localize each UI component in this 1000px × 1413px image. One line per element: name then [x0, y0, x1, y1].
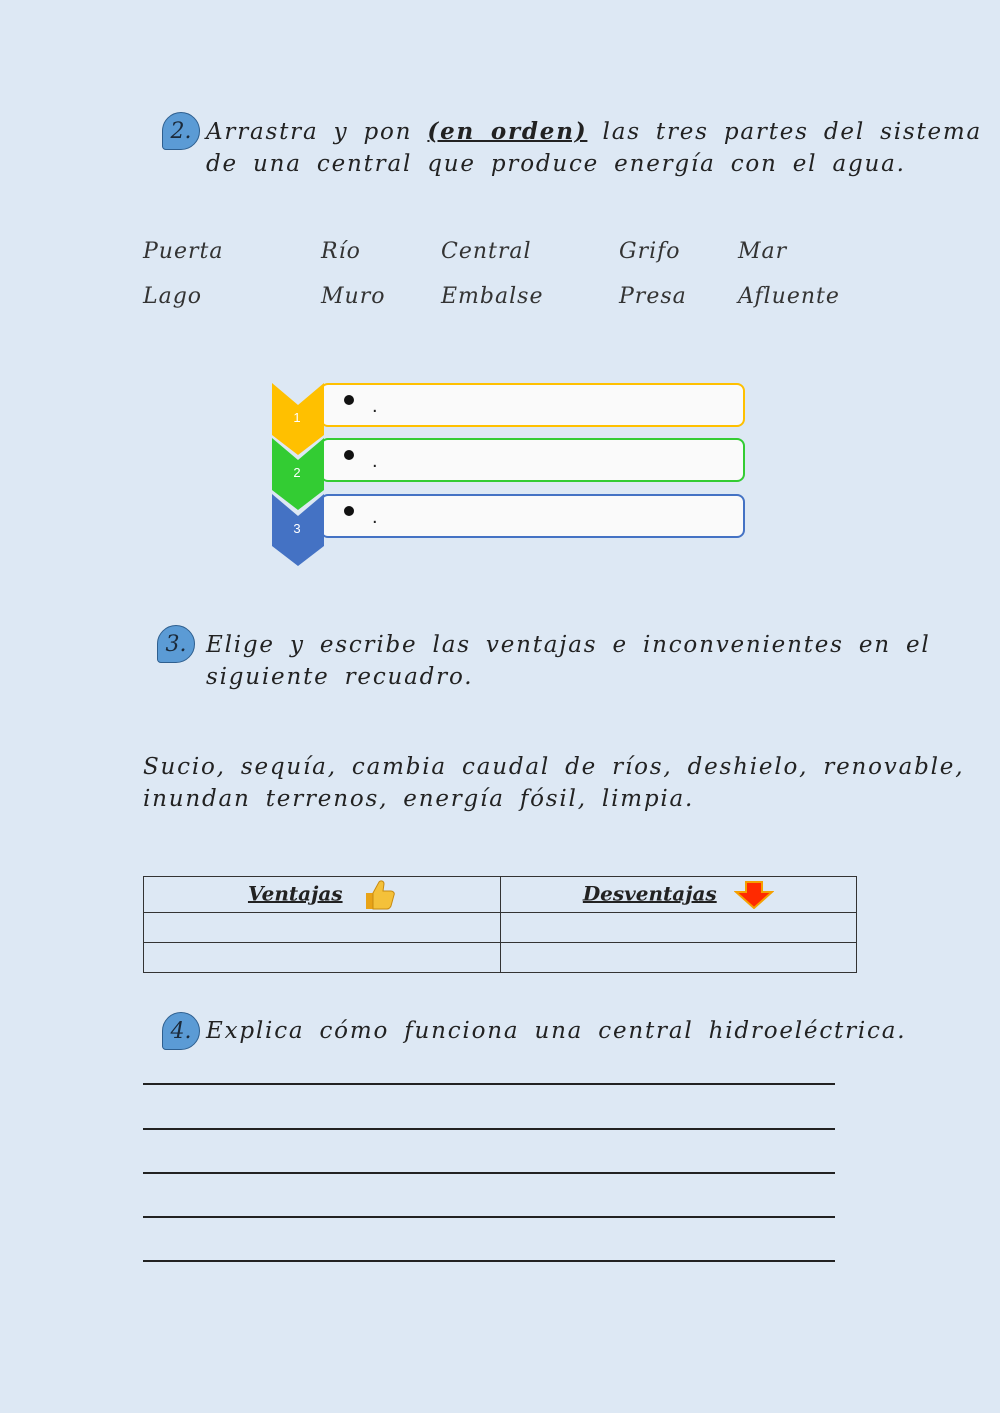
header-desventajas [500, 877, 857, 913]
question-2-badge [162, 112, 200, 150]
answer-line-4[interactable] [143, 1216, 835, 1218]
ventajas-cell-1[interactable] [144, 913, 501, 943]
word-bank-item[interactable]: Afluente [738, 284, 840, 309]
question-2-line-2: de una central que produce energía con el agua. [206, 151, 906, 177]
question-2-line-1 [206, 116, 982, 148]
down-arrow-icon [734, 881, 774, 909]
question-2-number: 2. [170, 118, 192, 144]
bullet-icon [344, 395, 354, 405]
drop-zone-2-text: . [372, 450, 378, 472]
drop-zone-2[interactable] [320, 438, 745, 482]
step-2-number: 2 [293, 465, 301, 480]
table-header-row [144, 877, 857, 913]
answer-line-2[interactable] [143, 1128, 835, 1130]
word-bank-item[interactable]: Lago [143, 284, 203, 309]
word-bank-item[interactable]: Central [441, 239, 532, 264]
question-2-emphasis: (en orden) [427, 118, 588, 145]
question-4-badge [162, 1012, 200, 1050]
header-ventajas [144, 877, 501, 913]
question-4-number: 4. [170, 1018, 192, 1044]
word-bank-item[interactable]: Mar [738, 239, 788, 264]
question-3-line-2: siguiente recuadro. [206, 664, 474, 690]
answer-line-1[interactable] [143, 1083, 835, 1085]
desventajas-cell-2[interactable] [500, 943, 857, 973]
drop-zone-1[interactable] [320, 383, 745, 427]
answer-line-3[interactable] [143, 1172, 835, 1174]
drop-zone-3-text: . [372, 506, 378, 528]
bullet-icon [344, 506, 354, 516]
step-row-1 [272, 383, 747, 431]
word-bank-item[interactable]: Grifo [619, 239, 681, 264]
table-row [144, 913, 857, 943]
header-desventajas-label: Desventajas [582, 881, 717, 905]
question-2-line-1-post: las tres partes del sistema [602, 119, 983, 145]
word-bank-item[interactable]: Muro [321, 284, 386, 309]
bullet-icon [344, 450, 354, 460]
header-ventajas-label: Ventajas [247, 881, 343, 905]
options-line-1: Sucio, sequía, cambia caudal de ríos, deshielo, renovable, [143, 754, 965, 780]
options-line-2: inundan terrenos, energía fósil, limpia. [143, 786, 695, 812]
ventajas-cell-2[interactable] [144, 943, 501, 973]
drop-zone-3[interactable] [320, 494, 745, 538]
step-3-number: 3 [293, 521, 301, 536]
question-2-line-1-pre: Arrastra y pon [206, 119, 413, 145]
question-3-badge [157, 625, 195, 663]
question-3-line-1: Elige y escribe las ventajas e inconvenientes en el [206, 632, 931, 658]
options-text [143, 751, 964, 815]
advantages-table [143, 876, 857, 973]
word-bank-item[interactable]: Río [321, 239, 361, 264]
answer-line-5[interactable] [143, 1260, 835, 1262]
question-3-number: 3. [165, 631, 187, 657]
step-row-3 [272, 494, 747, 542]
word-bank-item[interactable]: Puerta [143, 239, 224, 264]
step-row-2 [272, 438, 747, 486]
word-bank-item[interactable]: Presa [619, 284, 687, 309]
question-3-text [206, 629, 931, 693]
question-4-text: Explica cómo funciona una central hidroeléctrica. [206, 1018, 907, 1044]
thumbs-up-icon [362, 879, 396, 911]
desventajas-cell-1[interactable] [500, 913, 857, 943]
drop-zone-1-text: . [372, 395, 378, 417]
table-row [144, 943, 857, 973]
question-2-text [206, 116, 982, 180]
word-bank-item[interactable]: Embalse [441, 284, 544, 309]
step-1-number: 1 [293, 410, 301, 425]
